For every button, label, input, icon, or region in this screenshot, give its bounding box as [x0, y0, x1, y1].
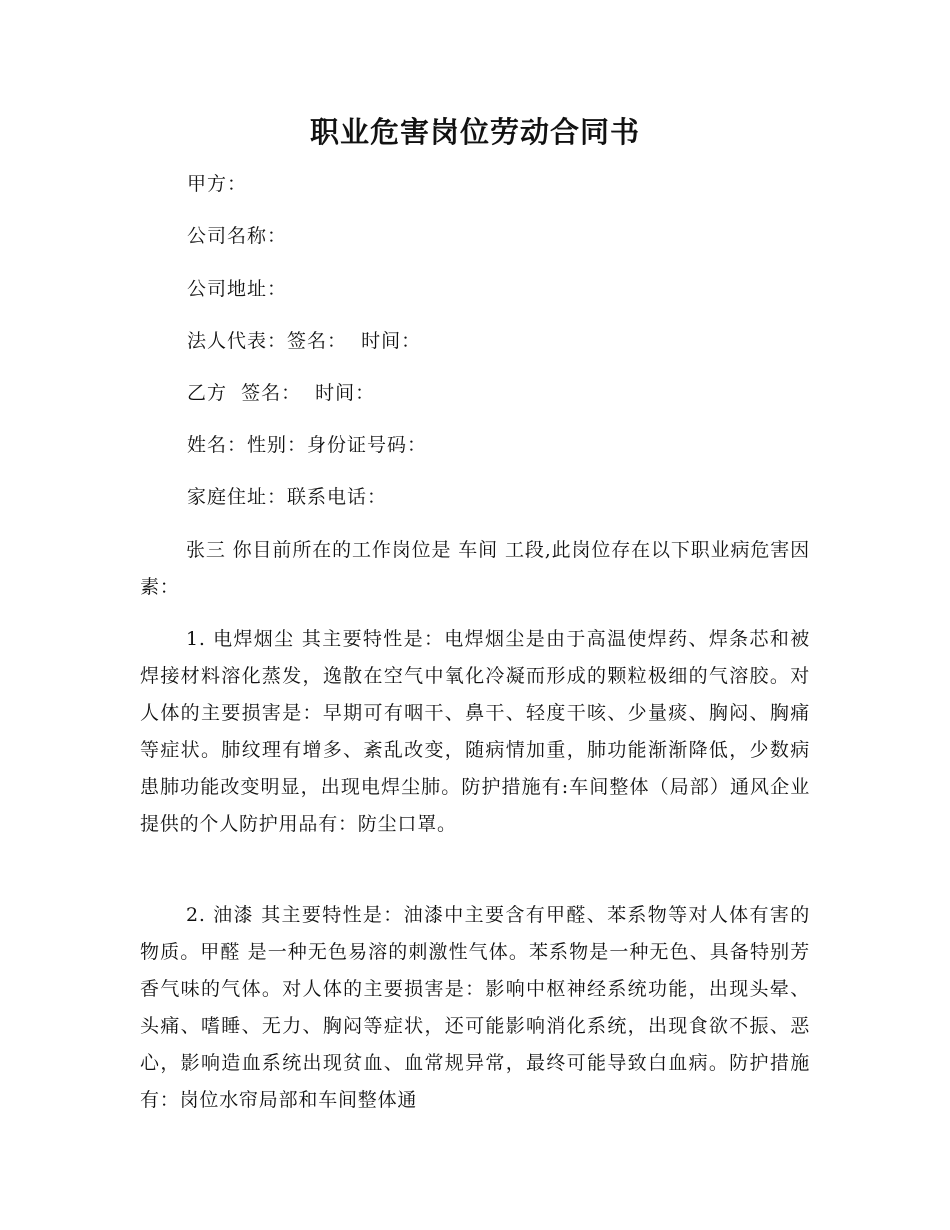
- intro-paragraph: 张三 你目前所在的工作岗位是 车间 工段,此岗位存在以下职业病危害因素：: [140, 539, 810, 598]
- party-a-field: 甲方：: [187, 173, 248, 195]
- hazard-welding-fume-paragraph: 1. 电焊烟尘 其主要特性是：电焊烟尘是由于高温使焊药、焊条芯和被焊接材料溶化蒸发，逸散在空气中氧化冷凝而形成的颗粒极细的气溶胶。对人体的主要损害是：早期可有咽干、鼻干、轻度干咳、少量痰、胸闷、胸痛等症状。肺纹理有增多、紊乱改变，随病情加重，肺功能渐渐降低，少数病患肺功能改变明显，出现电焊尘肺。防护措施有:车间整体（局部）通风企业提供的个人防护用品有：防尘口罩。: [140, 628, 810, 835]
- name-gender-id-field: 姓名：性别：身份证号码：: [187, 434, 428, 456]
- party-b-field: 乙方 签名： 时间：: [187, 382, 376, 404]
- address-phone-field: 家庭住址：联系电话：: [187, 486, 388, 508]
- hazard-paint-paragraph: 2. 油漆 其主要特性是：油漆中主要含有甲醛、苯系物等对人体有害的物质。甲醛 是一种无色易溶的刺激性气体。苯系物是一种无色、具备特别芳香气味的气体。对人体的主要损害是：影响中枢神经系统功能，出现头晕、头痛、嗜睡、无力、胸闷等症状，还可能影响消化系统，出现食欲不振、恶心，影响造血系统出现贫血、血常规异常，最终可能导致白血病。防护措施有：岗位水帘局部和车间整体通: [140, 904, 810, 1111]
- company-name-field: 公司名称：: [187, 225, 288, 247]
- company-address-field: 公司地址：: [187, 278, 288, 300]
- legal-representative-field: 法人代表：签名： 时间：: [187, 330, 422, 352]
- document-title: 职业危害岗位劳动合同书: [309, 115, 640, 149]
